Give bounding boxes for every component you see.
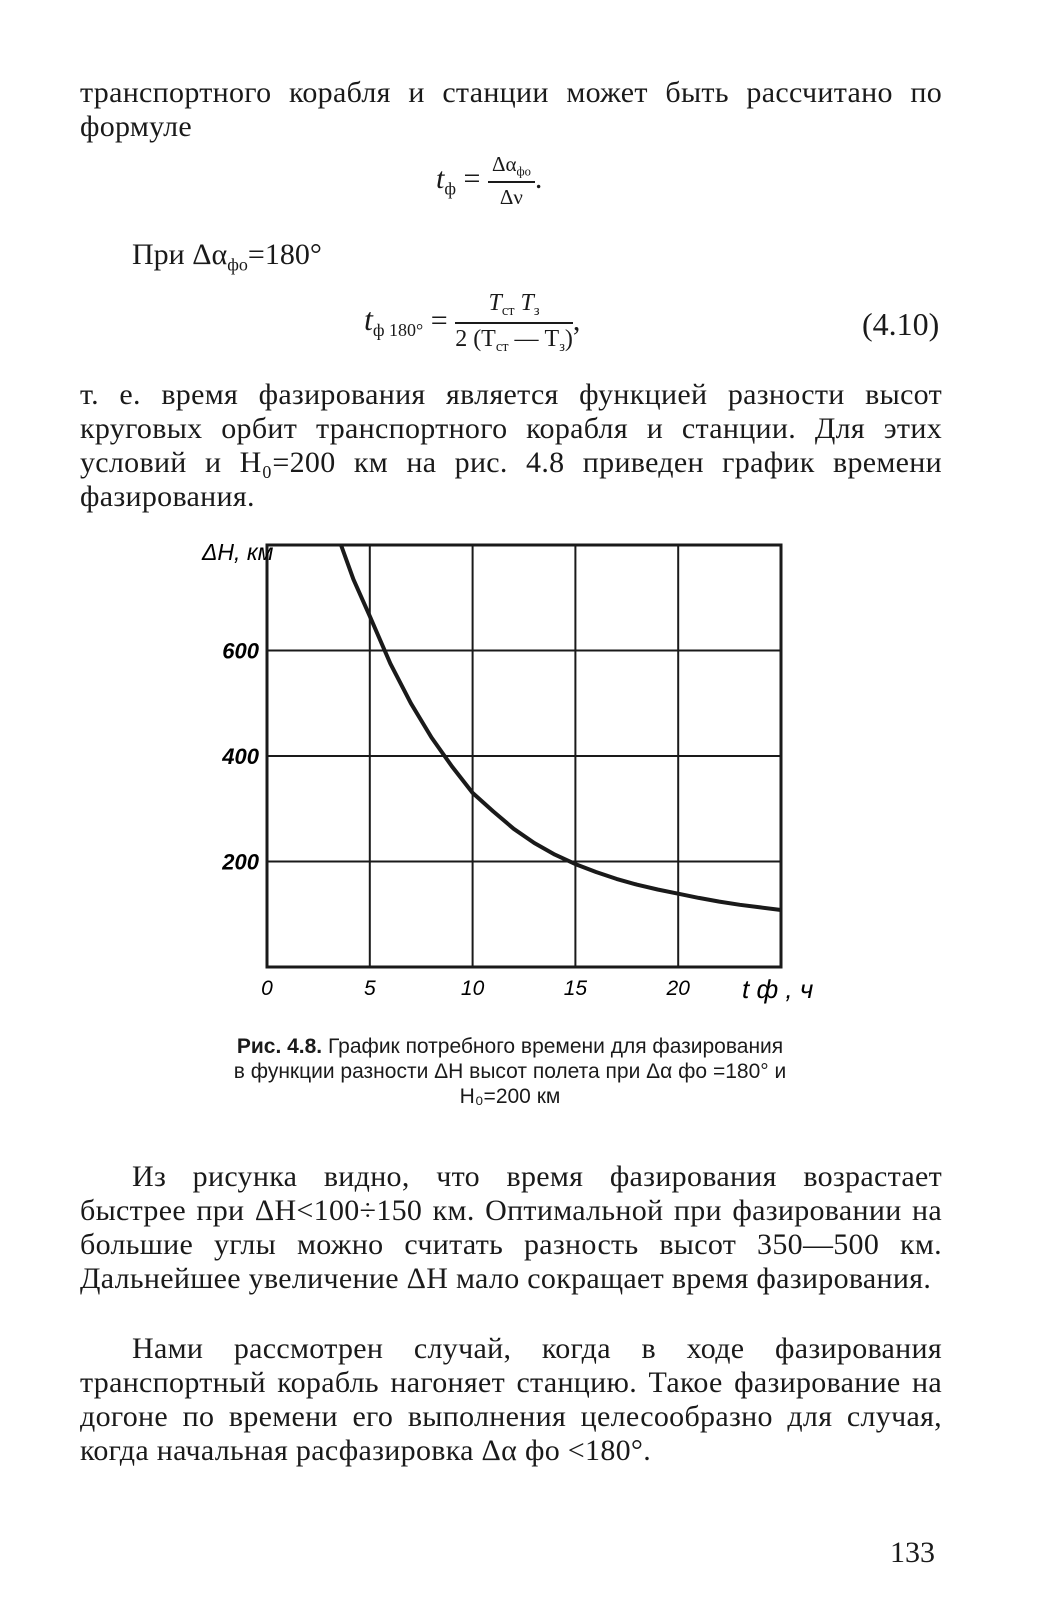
formula1-num-sub: фо bbox=[516, 164, 531, 179]
formula1-lhs-sub: ф bbox=[444, 178, 457, 199]
formula1-end: . bbox=[534, 162, 543, 196]
y-tick-label-600: 600 bbox=[222, 638, 259, 664]
y-tick-label-400: 400 bbox=[222, 744, 259, 769]
paragraph-2: Из рисунка видно, что время фазирования возрастает быстрее при ΔH<100÷150 км. Оптимальной при фазировании на большие углы можно считать разность высот 350—500 км. Дальнейшее увеличение ΔH мало сокращает время фазирования. bbox=[80, 1160, 942, 1295]
x-tick-label-0: 0 bbox=[261, 977, 273, 1000]
formula1-den: Δν bbox=[499, 185, 523, 210]
x-tick-label-10: 10 bbox=[460, 977, 485, 1000]
formula2-lhs: t bbox=[364, 300, 373, 337]
formula1-num: Δα bbox=[491, 152, 517, 176]
figure-caption bbox=[230, 1034, 790, 1109]
condition-sub: фо bbox=[227, 254, 248, 275]
condition-prefix: При Δα bbox=[132, 238, 228, 271]
x-axis-label: t ф , ч bbox=[742, 974, 814, 1004]
series-line bbox=[341, 545, 781, 910]
chart-grid bbox=[267, 545, 781, 967]
formula2-den-sub1: ст bbox=[495, 339, 509, 356]
paragraph-1: т. е. время фазирования является функцией разности высот круговых орбит транспортного корабля и станции. Для этих условий и H₀=200 км на рис. 4.8 приведен график времени фазирования. bbox=[80, 378, 942, 513]
intro-paragraph: транспортного корабля и станции может быть рассчитано по формуле bbox=[80, 76, 942, 143]
condition-suffix: =180° bbox=[247, 238, 322, 271]
y-tick-label-200: 200 bbox=[222, 849, 259, 875]
equation-number: (4.10) bbox=[862, 306, 940, 342]
page-number: 133 bbox=[890, 1536, 935, 1569]
y-axis-label: ΔH, км bbox=[202, 539, 274, 565]
caption-label: Рис. 4.8. bbox=[236, 1035, 323, 1058]
formula2-num-mid: T bbox=[514, 290, 534, 316]
tick-labels bbox=[221, 639, 690, 1001]
x-tick-label-15: 15 bbox=[563, 977, 588, 1000]
x-tick-label-5: 5 bbox=[363, 977, 376, 1000]
formula2-num: T bbox=[488, 290, 502, 316]
formula1-equals: = bbox=[463, 162, 481, 196]
formula2-end: , bbox=[572, 303, 581, 337]
formula2-lhs-sub: ф 180° bbox=[372, 320, 424, 341]
formula2-equals: = bbox=[430, 303, 448, 337]
formula2-den-end: ) bbox=[564, 326, 573, 353]
formula2-num-sub1: ст bbox=[501, 303, 515, 320]
formula1-lhs: t bbox=[436, 162, 445, 196]
formula2-den-sub2: з bbox=[559, 339, 565, 356]
formula2-num-sub2: з bbox=[533, 303, 540, 320]
x-tick-label-20: 20 bbox=[666, 977, 690, 1000]
paragraph-3: Нами рассмотрен случай, когда в ходе фазирования транспортный корабль нагоняет станцию. Такое фазирование на догоне по времени его выполнения целесообразно для случая, когда начальная расфазировка Δα фо <180°. bbox=[80, 1332, 942, 1467]
formula2-den: 2 (T bbox=[455, 326, 496, 353]
caption-text: График потребного времени для фазирования в функции разности ΔH высот полета при Δα фо =180° и H₀=200 км bbox=[233, 1035, 787, 1108]
formula2-den-mid: — T bbox=[508, 326, 560, 353]
